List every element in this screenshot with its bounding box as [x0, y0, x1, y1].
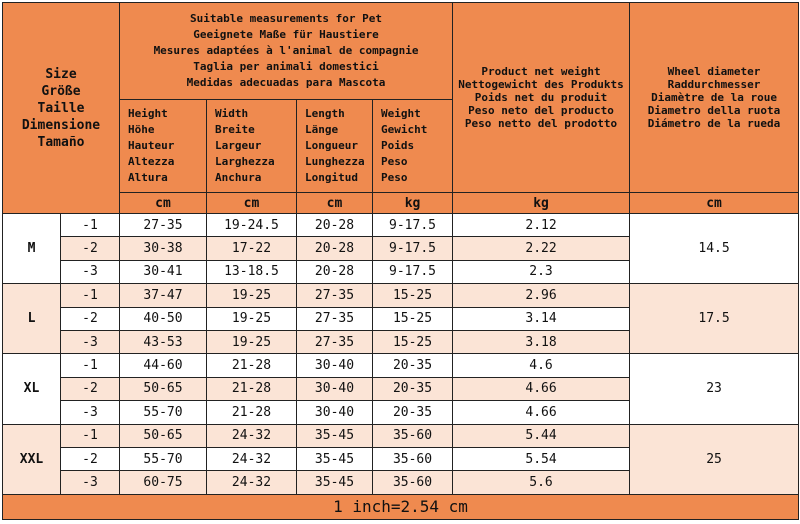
length-cell: 30-40 — [297, 354, 373, 377]
height-cell: 44-60 — [120, 354, 207, 377]
width-cell: 19-25 — [207, 330, 297, 353]
width-cell: 21-28 — [207, 354, 297, 377]
width-cell: 13-18.5 — [207, 260, 297, 283]
variant-cell: -2 — [61, 447, 120, 470]
length-cell: 27-35 — [297, 307, 373, 330]
table-row — [3, 214, 799, 237]
wheel-diameter-header: Wheel diameter Raddurchmesser Diamètre de la roue Diametro della ruota Diámetro de la rueda — [630, 3, 799, 193]
weight-cell: 9-17.5 — [373, 237, 453, 260]
variant-cell: -1 — [61, 424, 120, 447]
wheel-diameter-cell: 25 — [630, 424, 799, 494]
height-cell: 43-53 — [120, 330, 207, 353]
variant-cell: -2 — [61, 307, 120, 330]
weight-cell: 9-17.5 — [373, 214, 453, 237]
net-weight-header: Product net weight Nettogewicht des Produkts Poids net du produit Peso neto del producto Peso netto del prodotto — [453, 3, 630, 193]
length-cell: 30-40 — [297, 377, 373, 400]
length-cell: 30-40 — [297, 401, 373, 424]
net-weight-cell: 2.3 — [453, 260, 630, 283]
wheel-diameter-cell: 23 — [630, 354, 799, 424]
length-cell: 20-28 — [297, 260, 373, 283]
width-cell: 24-32 — [207, 471, 297, 494]
inch-conversion-note: 1 inch=2.54 cm — [3, 494, 799, 519]
net-weight-cell: 4.66 — [453, 377, 630, 400]
width-unit: cm — [207, 193, 297, 214]
size-cell: M — [3, 214, 61, 284]
net-weight-cell: 5.54 — [453, 447, 630, 470]
height-header: Height Höhe Hauteur Altezza Altura — [120, 100, 207, 193]
width-cell: 24-32 — [207, 447, 297, 470]
height-cell: 30-38 — [120, 237, 207, 260]
height-cell: 30-41 — [120, 260, 207, 283]
weight-cell: 15-25 — [373, 330, 453, 353]
height-cell: 40-50 — [120, 307, 207, 330]
wheel-unit: cm — [630, 193, 799, 214]
variant-cell: -2 — [61, 377, 120, 400]
variant-cell: -1 — [61, 284, 120, 307]
width-cell: 19-25 — [207, 284, 297, 307]
width-cell: 21-28 — [207, 401, 297, 424]
height-cell: 27-35 — [120, 214, 207, 237]
table-row — [3, 424, 799, 447]
height-cell: 37-47 — [120, 284, 207, 307]
net-weight-cell: 5.44 — [453, 424, 630, 447]
weight-cell: 20-35 — [373, 377, 453, 400]
weight-unit: kg — [373, 193, 453, 214]
size-table — [2, 2, 799, 520]
length-cell: 35-45 — [297, 424, 373, 447]
size-cell: XL — [3, 354, 61, 424]
variant-cell: -1 — [61, 214, 120, 237]
variant-cell: -3 — [61, 471, 120, 494]
wheel-diameter-cell: 17.5 — [630, 284, 799, 354]
weight-cell: 35-60 — [373, 424, 453, 447]
width-cell: 17-22 — [207, 237, 297, 260]
net-weight-cell: 2.22 — [453, 237, 630, 260]
suitable-measurements-header: Suitable measurements for Pet Geeignete Maße für Haustiere Mesures adaptées à l'animal de compagnie Taglia per animali domestici Medidas adecuadas para Mascota — [120, 3, 453, 100]
width-cell: 19-25 — [207, 307, 297, 330]
length-cell: 20-28 — [297, 214, 373, 237]
weight-cell: 35-60 — [373, 471, 453, 494]
length-cell: 27-35 — [297, 330, 373, 353]
weight-cell: 20-35 — [373, 401, 453, 424]
length-unit: cm — [297, 193, 373, 214]
width-cell: 21-28 — [207, 377, 297, 400]
weight-cell: 20-35 — [373, 354, 453, 377]
height-cell: 50-65 — [120, 424, 207, 447]
size-header: Size Größe Taille Dimensione Tamaño — [3, 3, 120, 214]
weight-header: Weight Gewicht Poids Peso Peso — [373, 100, 453, 193]
weight-cell: 35-60 — [373, 447, 453, 470]
net-weight-cell: 4.66 — [453, 401, 630, 424]
variant-cell: -1 — [61, 354, 120, 377]
height-unit: cm — [120, 193, 207, 214]
length-cell: 35-45 — [297, 447, 373, 470]
length-cell: 35-45 — [297, 471, 373, 494]
weight-cell: 9-17.5 — [373, 260, 453, 283]
length-cell: 27-35 — [297, 284, 373, 307]
table-row — [3, 284, 799, 307]
variant-cell: -3 — [61, 260, 120, 283]
height-cell: 60-75 — [120, 471, 207, 494]
table-row — [3, 354, 799, 377]
net-weight-cell: 2.12 — [453, 214, 630, 237]
footer-row — [3, 494, 799, 519]
variant-cell: -3 — [61, 401, 120, 424]
weight-cell: 15-25 — [373, 284, 453, 307]
height-cell: 55-70 — [120, 447, 207, 470]
wheel-diameter-cell: 14.5 — [630, 214, 799, 284]
net-weight-unit: kg — [453, 193, 630, 214]
variant-cell: -3 — [61, 330, 120, 353]
net-weight-cell: 3.18 — [453, 330, 630, 353]
net-weight-cell: 4.6 — [453, 354, 630, 377]
net-weight-cell: 3.14 — [453, 307, 630, 330]
net-weight-cell: 5.6 — [453, 471, 630, 494]
length-header: Length Länge Longueur Lunghezza Longitud — [297, 100, 373, 193]
variant-cell: -2 — [61, 237, 120, 260]
length-cell: 20-28 — [297, 237, 373, 260]
height-cell: 50-65 — [120, 377, 207, 400]
size-cell: L — [3, 284, 61, 354]
width-header: Width Breite Largeur Larghezza Anchura — [207, 100, 297, 193]
height-cell: 55-70 — [120, 401, 207, 424]
width-cell: 24-32 — [207, 424, 297, 447]
size-cell: XXL — [3, 424, 61, 494]
width-cell: 19-24.5 — [207, 214, 297, 237]
net-weight-cell: 2.96 — [453, 284, 630, 307]
weight-cell: 15-25 — [373, 307, 453, 330]
